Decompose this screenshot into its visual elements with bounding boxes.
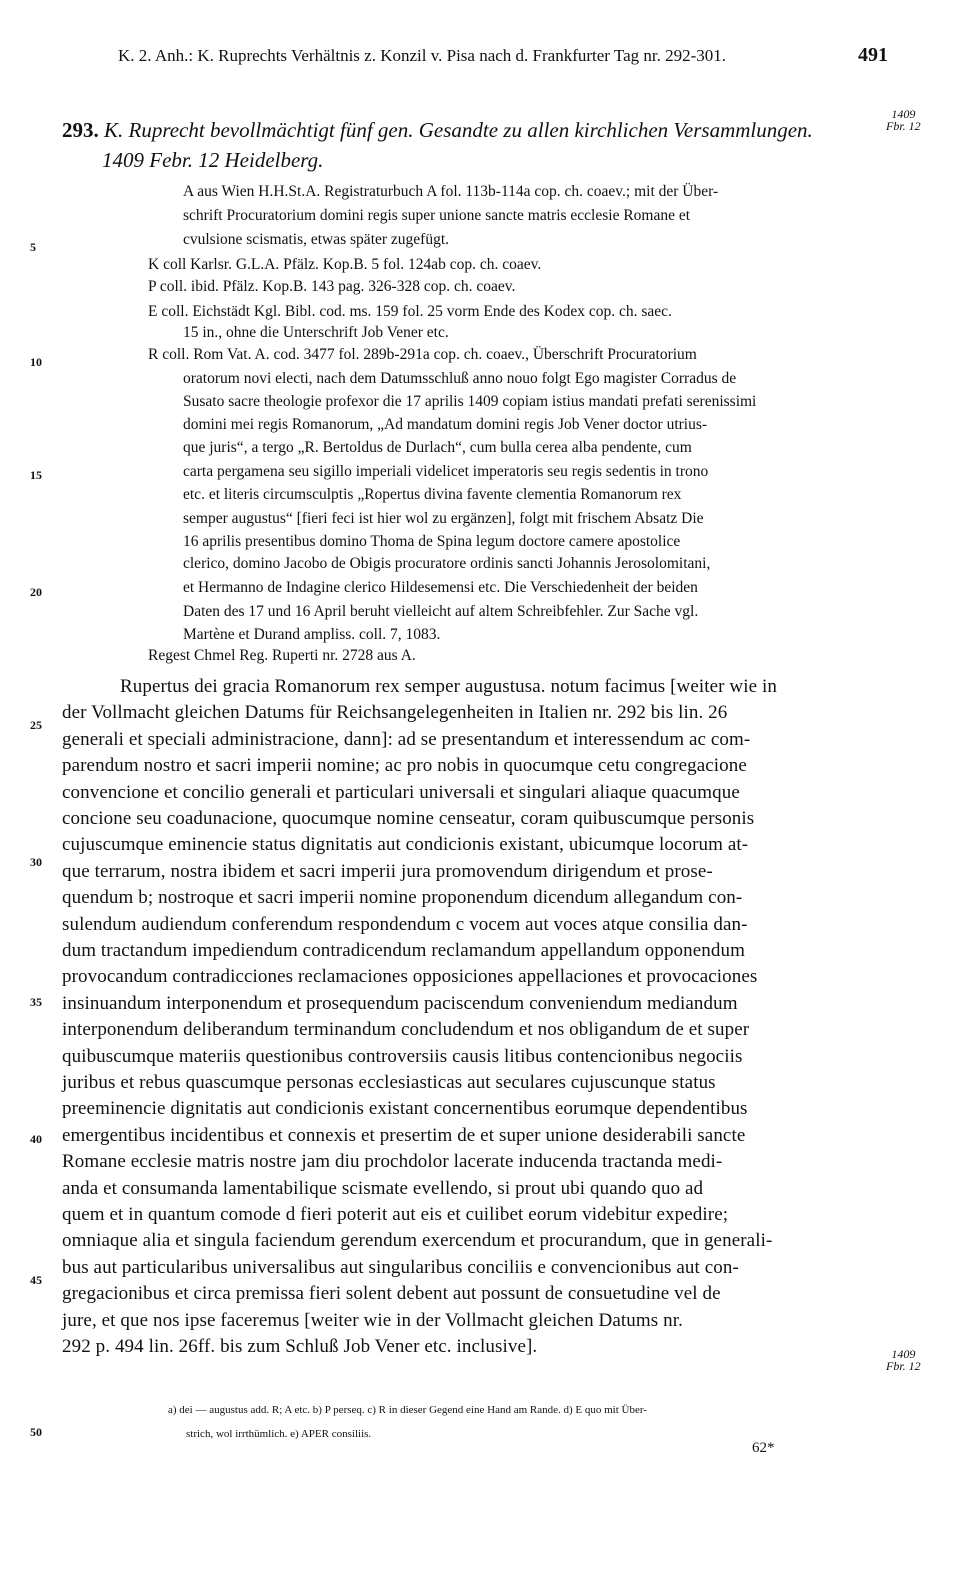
text-line: 292 p. 494 lin. 26ff. bis zum Schluß Job Vener etc. inclusive]. bbox=[62, 1336, 538, 1357]
document-number: 293. bbox=[62, 118, 99, 142]
side-date-bottom-year: 1409 bbox=[891, 1347, 916, 1361]
apparatus-line: oratorum novi electi, nach dem Datumsschluß anno nouo folgt Ego magister Corradus de bbox=[183, 370, 737, 387]
margin-line-number: 50 bbox=[30, 1425, 42, 1439]
apparatus-line: Regest Chmel Reg. Ruperti nr. 2728 aus A. bbox=[148, 647, 416, 664]
text-line: preeminencie dignitatis aut condicionis existant concernentibus eorumque dependentibus bbox=[62, 1098, 748, 1119]
apparatus-line: Martène et Durand ampliss. coll. 7, 1083. bbox=[183, 626, 441, 643]
margin-line-number: 20 bbox=[30, 585, 42, 599]
margin-line-number: 10 bbox=[30, 355, 42, 369]
text-line: parendum nostro et sacri imperii nomine; ac pro nobis in quocumque cetu congregacione bbox=[62, 755, 747, 776]
apparatus-line: domini mei regis Romanorum, „Ad mandatum domini regis Job Vener doctor utrius- bbox=[183, 416, 708, 433]
margin-line-number: 25 bbox=[30, 718, 42, 732]
side-date-top-day: Fbr. 12 bbox=[886, 119, 921, 133]
margin-line-number: 5 bbox=[30, 240, 36, 254]
text-line: cujuscumque eminencie status dignitatis aut condicionis existant, ubicumque locorum at- bbox=[62, 834, 749, 855]
text-line: bus aut particularibus universalibus aut singularibus conciliis e convencionibus aut con- bbox=[62, 1257, 739, 1278]
apparatus-line: semper augustus“ [fieri feci ist hier wol zu ergänzen], folgt mit frischem Absatz Die bbox=[183, 510, 704, 527]
apparatus-line: A aus Wien H.H.St.A. Registraturbuch A fol. 113b-114a cop. ch. coaev.; mit der Über- bbox=[183, 183, 719, 200]
margin-line-number: 40 bbox=[30, 1132, 42, 1146]
side-date-bottom-day: Fbr. 12 bbox=[886, 1359, 921, 1373]
document-heading-line1 bbox=[62, 118, 813, 143]
apparatus-line: R coll. Rom Vat. A. cod. 3477 fol. 289b-291a cop. ch. coaev., Überschrift Procuratorium bbox=[148, 346, 697, 363]
text-line: que terrarum, nostra ibidem et sacri imperii jura promovendum dirigendum et prose- bbox=[62, 861, 713, 882]
apparatus-line: cvulsione scismatis, etwas später zugefügt. bbox=[183, 231, 450, 248]
text-line: omniaque alia et singula faciendum gerendum exercendum et procurandum, que in generali- bbox=[62, 1230, 773, 1251]
signature-mark: 62* bbox=[752, 1440, 775, 1456]
text-line: quem et in quantum comode d fieri poterit aut eis et cuilibet eorum videbitur expedire; bbox=[62, 1204, 729, 1225]
text-line: Romane ecclesie matris nostre jam diu prochdolor lacerate inducenda tractanda medi- bbox=[62, 1151, 723, 1172]
text-line: emergentibus incidentibus et connexis et presertim de et super unione desiderabili sancte bbox=[62, 1125, 746, 1146]
apparatus-line: etc. et literis circumsculptis „Ropertus divina favente clementia Romanorum rex bbox=[183, 486, 682, 503]
apparatus-line: carta pergamena seu sigillo imperiali videlicet imperatoris seu regis sedentis in trono bbox=[183, 463, 709, 480]
apparatus-line: E coll. Eichstädt Kgl. Bibl. cod. ms. 159 fol. 25 vorm Ende des Kodex cop. ch. saec. bbox=[148, 303, 672, 320]
footnote-line-2: strich, wol irrthümlich. e) APER consiliis. bbox=[186, 1428, 372, 1440]
text-line: convencione et concilio generali et particulari universali et singulari aliaque quacumque bbox=[62, 782, 740, 803]
text-line: juribus et rebus quascumque personas ecclesiasticas aut seculares cujuscunque status bbox=[62, 1072, 716, 1093]
apparatus-line: K coll Karlsr. G.L.A. Pfälz. Kop.B. 5 fol. 124ab cop. ch. coaev. bbox=[148, 256, 542, 273]
apparatus-line: schrift Procuratorium domini regis super unione sancte matris ecclesie Romane et bbox=[183, 207, 691, 224]
apparatus-line: que juris“, a tergo „R. Bertoldus de Durlach“, cum bulla cerea alba pendente, cum bbox=[183, 439, 692, 456]
text-line: insinuandum interponendum et prosequendum paciscendum conveniendum mediandum bbox=[62, 993, 738, 1014]
running-head-title: K. 2. Anh.: K. Ruprechts Verhältnis z. Konzil v. Pisa nach d. Frankfurter Tag nr. 292-301. bbox=[118, 46, 727, 65]
margin-line-number: 45 bbox=[30, 1273, 42, 1287]
text-line: interponendum deliberandum terminandum concludendum et nos obligandum de et super bbox=[62, 1019, 750, 1040]
apparatus-line: Daten des 17 und 16 April beruht vielleicht auf altem Schreibfehler. Zur Sache vgl. bbox=[183, 603, 699, 620]
text-line: concione seu coadunacione, quocumque nomine censeatur, coram quibuscumque personis bbox=[62, 808, 755, 829]
text-line: dum tractandum impediendum contradicendum reclamandum appellandum opponendum bbox=[62, 940, 745, 961]
text-line: Rupertus dei gracia Romanorum rex semper augustusa. notum facimus [weiter wie in bbox=[120, 676, 777, 697]
text-line: gregacionibus et circa premissa fieri solent debent aut possunt de consuetudine vel de bbox=[62, 1283, 721, 1304]
side-date-top-year: 1409 bbox=[891, 107, 916, 121]
side-date-top bbox=[886, 108, 921, 132]
apparatus-line: 15 in., ohne die Unterschrift Job Vener etc. bbox=[183, 324, 449, 341]
side-date-bottom bbox=[886, 1348, 921, 1372]
apparatus-line: P coll. ibid. Pfälz. Kop.B. 143 pag. 326-328 cop. ch. coaev. bbox=[148, 278, 516, 295]
document-heading-line2: 1409 Febr. 12 Heidelberg. bbox=[102, 148, 324, 172]
text-line: quendum b; nostroque et sacri imperii nomine proponendum dicendum allegandum con- bbox=[62, 887, 743, 908]
text-line: quibuscumque materiis questionibus controversiis causis litibus contencionibus negociis bbox=[62, 1046, 743, 1067]
document-title: K. Ruprecht bevollmächtigt fünf gen. Gesandte zu allen kirchlichen Versammlungen. bbox=[104, 118, 813, 142]
text-line: der Vollmacht gleichen Datums für Reichsangelegenheiten in Italien nr. 292 bis lin. 26 bbox=[62, 702, 728, 723]
apparatus-line: clerico, domino Jacobo de Obigis procuratore ordinis sancti Johannis Jerosolomitani, bbox=[183, 555, 711, 572]
apparatus-line: 16 aprilis presentibus domino Thoma de Spina legum doctore camere apostolice bbox=[183, 533, 681, 550]
text-line: sulendum audiendum conferendum respondendum c vocem aut voces atque consilia dan- bbox=[62, 914, 748, 935]
text-line: jure, et que nos ipse faceremus [weiter wie in der Vollmacht gleichen Datums nr. bbox=[62, 1310, 683, 1331]
page-number: 491 bbox=[858, 44, 888, 66]
apparatus-line: et Hermanno de Indagine clerico Hildesemensi etc. Die Verschiedenheit der beiden bbox=[183, 579, 698, 596]
footnote-line-1: a) dei — augustus add. R; A etc. b) P perseq. c) R in dieser Gegend eine Hand am Rande. d) E quo mit Über- bbox=[168, 1404, 647, 1416]
text-line: anda et consumanda lamentabilique scismate evellendo, si prout ubi quando quo ad bbox=[62, 1178, 704, 1199]
text-line: provocandum contradicciones reclamaciones opposiciones appellaciones et provocaciones bbox=[62, 966, 758, 987]
margin-line-number: 35 bbox=[30, 995, 42, 1009]
margin-line-number: 15 bbox=[30, 468, 42, 482]
apparatus-line: Susato sacre theologie profexor die 17 aprilis 1409 copiam istius mandati prefati serenissimi bbox=[183, 393, 757, 410]
text-line: generali et speciali administracione, dann]: ad se presentandum et interessendum ac com- bbox=[62, 729, 751, 750]
margin-line-number: 30 bbox=[30, 855, 42, 869]
